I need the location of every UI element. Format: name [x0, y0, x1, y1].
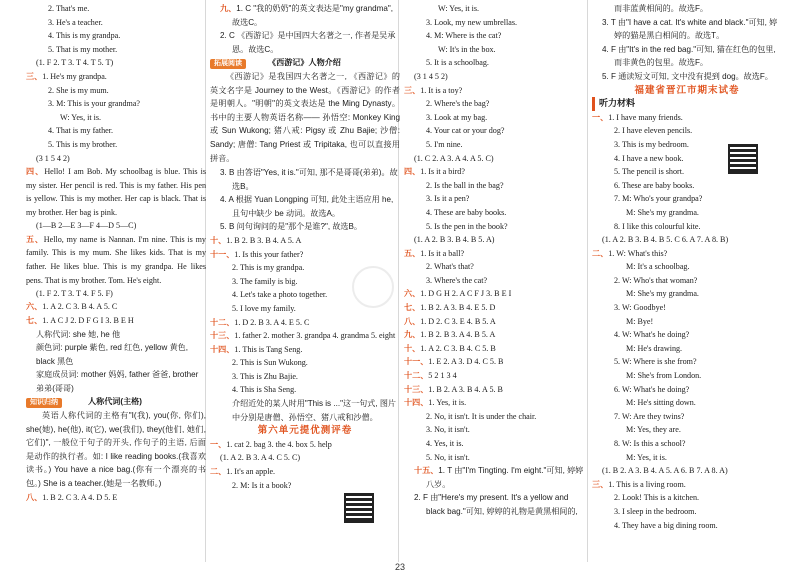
- c3-top-answer: (3 1 4 5 2): [414, 71, 448, 81]
- c4-s2-resp: M: He's drawing.: [626, 343, 683, 353]
- c4-s2-resp: M: It's a schoolbag.: [626, 262, 690, 272]
- c4-s1-line: 4. I have a new book.: [614, 153, 684, 163]
- c1-top-line: 4. This is my grandpa.: [48, 31, 121, 41]
- section-number: 五、: [26, 234, 44, 244]
- c4-section-3: 三、1. This is a living room.: [592, 479, 686, 489]
- c1-s7-note: 颜色词: purple 紫色, red 红色, yellow 黄色, black 黑色: [36, 343, 189, 366]
- c1-top-line: 2. That's me.: [48, 4, 90, 13]
- c4-s1-line: 8. I like this colourful kite.: [614, 221, 701, 231]
- c4-s3-line: 3. I sleep in the bedroom.: [614, 506, 697, 516]
- c1-s4-answer: (1—B 2—E 3—F 4—D 5—C): [36, 221, 137, 231]
- c3-top-line: 3. Look, my new umbrellas.: [426, 17, 518, 27]
- c4-s2-resp: M: He's sitting down.: [626, 398, 696, 408]
- c1-section-4: 四、Hello! I am Bob. My schoolbag is blue. This is my sister. Her pencil is red. This is my father. His pen is yellow. This is my mother. Her cap is black. That is my brother. Her bag is pink.: [26, 167, 206, 217]
- c4-s3-line: 2. Look! This is a kitchen.: [614, 493, 700, 503]
- c3-section-5: 五、1. Is it a ball?: [404, 248, 465, 258]
- c2-s11-line: 5. I love my family.: [232, 303, 296, 313]
- c3-s3-answer: (1. C 2. A 3. A 4. A 5. C): [414, 153, 494, 163]
- c1-top-line: 5. That is my mother.: [48, 44, 118, 54]
- c1-s3-line: 4. That is my father.: [48, 126, 114, 136]
- c2-s14-line: 4. This is Sha Seng.: [232, 385, 297, 395]
- c4-s2-line: 5. W: Where is she from?: [614, 357, 697, 367]
- section-number: 十一、: [404, 357, 429, 367]
- section-number: 一、: [592, 112, 609, 122]
- c3-s3-line: 2. Where's the bag?: [426, 99, 490, 109]
- c1-s7-note: 家庭成员词: mother 妈妈, father 爸爸, brother 弟弟(哥哥): [36, 370, 199, 393]
- c3-section-13: 十三、1. B 2. A 3. B 4. A 5. B: [404, 384, 503, 394]
- answer-column-2: [210, 2, 400, 492]
- section-number: 十三、: [404, 384, 429, 394]
- c1-s7-note: 人称代词: she 她, he 他: [36, 329, 121, 339]
- c1-section-7: 七、1. A C J 2. D F G I 3. B E H: [26, 315, 134, 325]
- c3-top-line: 5. It is a schoolbag.: [426, 58, 489, 68]
- answer-column-3: [404, 2, 584, 519]
- section-number: 十、: [404, 343, 421, 353]
- c2-reading-paragraph: 《西游记》是我国四大名著之一, 《西游记》的英文名字是 Journey to the West。《西游记》的作者是明朝人。"明朝"的英文表达是 the Ming Dynasty。书中的主要人物英语名称—— 孙悟空: Monkey King 或 Sun Wukong; 猪八戒: Pigsy 或 Zhu Bajie; 沙僧: Sandy; 唐僧: Tang Priest 或 Tripitaka, 也可以直接用拼音。: [210, 71, 400, 163]
- c3-s4-line: 4. These are baby books.: [426, 207, 507, 217]
- section-number: 十二、: [404, 371, 429, 381]
- c1-s5-answer: (1. F 2. T 3. T 4. F 5. F): [36, 288, 113, 298]
- section-number: 十五、: [414, 466, 439, 476]
- c3-s4-line: 2. Is the ball in the bag?: [426, 180, 504, 190]
- c2-s9-item: 3. B 由答语"Yes, it is."可知, 那不是哥哥(弟弟)。故选B。: [220, 167, 398, 191]
- c1-answer-a: (1. F 2. T 3. T 4. T 5. T): [36, 58, 114, 68]
- c3-section-8: 八、1. D 2. C 3. E 4. B 5. A: [404, 316, 496, 326]
- c3-section-10: 十、1. A 2. C 3. B 4. C 5. B: [404, 343, 496, 353]
- section-number: 十二、: [210, 317, 235, 327]
- c3-section-3: 三、1. It is a toy?: [404, 85, 463, 95]
- section-number: 五、: [404, 248, 421, 258]
- c2-s9-item: 2. C 《西游记》是中国四大名著之一, 作者是吴承恩。故选C。: [220, 31, 396, 54]
- c1-tip-paragraph: 英语人称代词的主格有"I(我), you(你, 你们), she(她), he(他), it(它), we(我们), they(他们, 她们, 它们)", 一般位于句子的开头, 作句子的主语, 后面是动作的执行者。如: I like reading books.(我喜欢读书。) You have a nice bag.(你有一个漂亮的书包。) She is a teacher.(她是一名教师。): [26, 411, 206, 489]
- c3-s3-line: 4. Your cat or your dog?: [426, 126, 505, 136]
- c4-s2-line: 4. W: What's he doing?: [614, 330, 690, 340]
- c4-s1-line: 3. This is my bedroom.: [614, 139, 689, 149]
- page-number: 23: [394, 562, 405, 572]
- c4-s2-line: 3. W: Goodbye!: [614, 303, 666, 313]
- section-number: 七、: [26, 315, 43, 325]
- section-number: 十三、: [210, 331, 235, 341]
- c2-s14-note: 介绍近处的某人时用"This is ..."这一句式, 图片中分别是唐僧、孙悟空、猪八戒和沙僧。: [232, 399, 397, 422]
- c4-s1-line: 7. M: Who's your grandpa?: [614, 194, 703, 204]
- c2-s14-line: 2. This is Sun Wukong.: [232, 358, 308, 368]
- section-number: 十四、: [404, 398, 429, 408]
- c3-s4-answer: (1. A 2. B 3. B 4. B 5. A): [414, 235, 495, 245]
- c2-s1-answer: (1. A 2. B 3. A 4. C 5. C): [220, 453, 301, 463]
- c3-section-14: 十四、1. Yes, it is.: [404, 398, 467, 408]
- c2-s9-item: 5. B 问句询问的是"那个是谁?", 故选B。: [220, 222, 363, 232]
- c4-s2-resp: M: She's my grandma.: [626, 289, 699, 299]
- c4-s2-resp: M: Bye!: [626, 316, 654, 326]
- c1-s3-w: W: Yes, it is.: [60, 112, 102, 122]
- c3-section-4: 四、1. Is it a bird?: [404, 167, 465, 177]
- c2-section-14: 十四、1. This is Tang Seng.: [210, 344, 303, 354]
- c2-section-10: 十、1. B 2. B 3. B 4. A 5. A: [210, 235, 302, 245]
- c2-s2-line: 2. M: Is it a book?: [232, 480, 292, 490]
- c3-s14-line: 5. No, it isn't.: [426, 452, 470, 462]
- c1-section-8: 八、1. B 2. C 3. A 4. D 5. E: [26, 493, 118, 503]
- c3-section-12: 十二、5 2 1 3 4: [404, 371, 457, 381]
- section-number: 六、: [26, 302, 43, 312]
- c3-s4-line: 5. Is the pen in the book?: [426, 221, 508, 231]
- section-number: 一、: [210, 439, 227, 449]
- c4-s2-line: 7. W: Are they twins?: [614, 411, 685, 421]
- c2-section-13: 十三、1. father 2. mother 3. grandpa 4. grandma 5. eight: [210, 331, 396, 341]
- c3-top-w: W: Yes, it is.: [438, 4, 480, 13]
- c3-section-15: 十五、1. T 由"I'm Tingting. I'm eight."可知, 婷婷八岁。: [414, 466, 584, 489]
- c2-s9-item: 4. A 根据 Yuan Longping 可知, 此处主语应用 he, 且句中缺少 be 动词。故选A。: [220, 195, 394, 218]
- section-number: 七、: [404, 303, 421, 313]
- section-number: 九、: [220, 4, 237, 13]
- c2-new-section-2: 二、1. It's an apple.: [210, 467, 276, 477]
- answer-column-4: [592, 2, 782, 532]
- c1-s3-line: 5. This is my brother.: [48, 139, 118, 149]
- c1-section-5: 五、Hello, my name is Nannan. I'm nine. This is my family. This is my mum. She likes kids. That is my father. He likes blue. This is my grandpa. He likes pens. That is my brother. Tom. He's eight.: [26, 234, 206, 285]
- c4-s2-resp: M: She's from London.: [626, 371, 702, 381]
- reading-tag: 拓展阅读: [210, 59, 246, 69]
- c4-s2-line: 2. W: Who's that woman?: [614, 275, 698, 285]
- c3-section-9: 九、1. B 2. B 3. A 4. B 5. A: [404, 330, 496, 340]
- c3-s14-line: 4. Yes, it is.: [426, 439, 464, 448]
- c4-top-cont: 而非蓝黄相间的。故选F。: [614, 4, 708, 13]
- c2-s14-line: 3. This is Zhu Bajie.: [232, 371, 298, 381]
- knowledge-tag: 知识归纳: [26, 398, 62, 408]
- section-number: 十一、: [210, 249, 235, 259]
- c2-section-11: 十一、1. Is this your father?: [210, 249, 304, 259]
- c3-s14-note: 2. No, it isn't. It is under the chair.: [426, 411, 537, 421]
- section-number: 八、: [404, 316, 421, 326]
- c4-listening-title: 听力材料: [592, 97, 782, 111]
- c4-section-1: 一、1. I have many friends.: [592, 112, 683, 122]
- c2-new-section-1: 一、1. cat 2. bag 3. the 4. box 5. help: [210, 439, 332, 449]
- c3-s5-line: 2. What's that?: [426, 262, 474, 272]
- c1-tip-header: 知识归纳 人称代词(主格): [26, 395, 206, 409]
- section-number: 四、: [404, 167, 421, 177]
- c2-section-9: 九、1. C "我的奶奶"的英文表达是"my grandma", 故选C。: [220, 4, 393, 27]
- c2-s11-line: 3. The family is big.: [232, 276, 298, 286]
- c4-s2-resp: M: Yes, they are.: [626, 425, 681, 435]
- c4-s2-answer: (1. B 2. A 3. B 4. A 5. A 6. B 7. A 8. A): [602, 466, 728, 476]
- c3-s4-line: 3. Is it a pen?: [426, 194, 470, 204]
- c2-s11-line: 2. This is my grandpa.: [232, 263, 305, 273]
- section-number: 二、: [210, 467, 227, 477]
- answer-column-1: [26, 2, 206, 505]
- c1-section-6: 六、1. A 2. C 3. B 4. A 5. C: [26, 302, 118, 312]
- c4-top-item: 4. F 由"It's in the red bag."可知, 猫在红色的包里, 而非黄色的包里。故选F。: [602, 44, 776, 68]
- c1-section-3: 三、1. He's my grandpa.: [26, 71, 107, 81]
- c3-s3-line: 5. I'm nine.: [426, 139, 463, 149]
- qr-code[interactable]: [728, 144, 758, 174]
- c4-top-item: 3. T 由"I have a cat. It's white and black."可知, 婷婷的猫是黑白相间的。故选T。: [602, 17, 778, 41]
- section-number: 八、: [26, 493, 43, 503]
- c1-top-line: 3. He's a teacher.: [48, 17, 103, 27]
- c4-s3-line: 4. They have a big dining room.: [614, 520, 718, 530]
- section-number: 三、: [404, 85, 421, 95]
- section-number: 十四、: [210, 344, 235, 354]
- c3-top-line: 4. M: Where is the cat?: [426, 31, 502, 41]
- c4-top-item: 5. F 通读短文可知, 文中没有提到 dog。故选F。: [602, 71, 773, 81]
- c4-test-title: 福建省晋江市期末试卷: [634, 84, 740, 96]
- c4-s1-line: 6. These are baby books.: [614, 180, 695, 190]
- c3-s15-item: 2. F 由"Here's my present. It's a yellow and black bag."可知, 婷婷的礼物是黄黑相间的,: [414, 493, 578, 516]
- c2-test-title: 第六单元提优测评卷: [257, 425, 353, 437]
- section-number: 十、: [210, 235, 227, 245]
- c1-s3-line: 3. M: This is your grandma?: [48, 99, 141, 109]
- c4-s1-line: 2. I have eleven pencils.: [614, 126, 693, 136]
- section-number: 四、: [26, 167, 45, 177]
- c4-s1-line: 5. The pencil is short.: [614, 167, 684, 177]
- c2-s11-line: 4. Let's take a photo together.: [232, 290, 328, 300]
- column-divider-3: [587, 0, 588, 562]
- qr-code[interactable]: [344, 493, 374, 523]
- c1-s3-line: 2. She is my mum.: [48, 85, 109, 95]
- c4-s2-resp: M: Yes, it is.: [626, 452, 667, 462]
- c3-top-w2: W: It's in the box.: [438, 44, 496, 54]
- c3-section-6: 六、1. D G H 2. A C F J 3. B E I: [404, 289, 512, 299]
- c2-reading-header: 拓展阅读 《西游记》人物介绍: [210, 56, 400, 70]
- section-number: 二、: [592, 248, 609, 258]
- section-number: 三、: [592, 479, 609, 489]
- c3-section-7: 七、1. B 2. A 3. B 4. E 5. D: [404, 303, 496, 313]
- c2-section-12: 十二、1. D 2. B 3. A 4. E 5. C: [210, 317, 310, 327]
- c1-s3-answer: (3 1 5 4 2): [36, 153, 70, 163]
- c4-s1-answer: (1. A 2. B 3. B 4. B 5. C 6. A 7. A 8. B): [602, 235, 729, 245]
- c4-s1-m: M: She's my grandma.: [626, 207, 699, 217]
- c3-s3-line: 3. Look at my bag.: [426, 112, 488, 122]
- section-number: 九、: [404, 330, 421, 340]
- section-number: 三、: [26, 71, 43, 81]
- c4-s2-line: 8. W: Is this a school?: [614, 439, 686, 448]
- c3-s14-line: 3. No, it isn't.: [426, 425, 470, 435]
- c4-section-2: 二、1. W: What's this?: [592, 248, 668, 258]
- section-number: 六、: [404, 289, 421, 299]
- c3-section-11: 十一、1. E 2. A 3. D 4. C 5. B: [404, 357, 504, 367]
- c3-s5-line: 3. Where's the cat?: [426, 275, 488, 285]
- c4-s2-line: 6. W: What's he doing?: [614, 384, 690, 394]
